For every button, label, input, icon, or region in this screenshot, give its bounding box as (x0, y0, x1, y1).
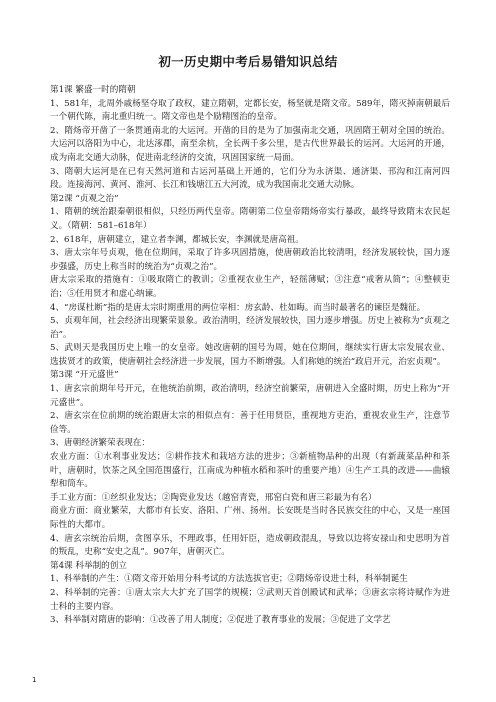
paragraph: 4、“房谋杜断”指的是唐太宗时期重用的两位宰相：房玄龄、杜如晦。而当时最著名的谏臣是魏征。 (50, 302, 426, 313)
paragraph: 5、贞观年间，社会经济出现繁荣景象。政治清明，经济发展较快，国力逐步增强。历史上被称为“贞观之治”。 (50, 316, 450, 340)
paragraph: 1、科举制的产生：①隋文帝开始用分科考试的方法选拔官吏；②隋炀帝设进士科，科举制诞生 (50, 574, 408, 585)
paragraph: 农业方面：①水利事业发达；②耕作技术和栽培方法的进步；③新植物品种的出现（有新蔬菜品种和茶叶，唐朝时，饮茶之风全国范围盛行，江南成为种植水稻和茶叶的重要产地）④生产工具的改进——曲辕犁和筒车。 (50, 452, 450, 490)
document-title: 初一历史期中考后易错知识总结 (158, 54, 338, 69)
paragraph: 5、武则天是我国历史上唯一的女皇帝。她改唐朝的国号为周，她在位期间，继续实行唐太宗发展农业、选拔贤才的政策，使唐朝社会经济进一步发展，国力不断增强。人们称她的统治“政启开元，治宏贞观”。 (50, 343, 450, 367)
paragraph: 3、科举制对隋唐的影响：①改善了用人制度；②促进了教育事业的发展；③促进了文学艺 (50, 615, 391, 626)
section-heading: 第2课 “贞观之治” (50, 193, 119, 204)
section-heading: 第3课 “开元盛世” (50, 370, 119, 381)
paragraph: 1、唐玄宗前期年号开元，在他统治前期，政治清明，经济空前繁荣，唐朝进入全盛时期，历史上称为“开元盛世”。 (50, 384, 450, 408)
paragraph: 手工业方面：①丝织业发达；②陶瓷业发达（越窑青瓷，邢窑白瓷和唐三彩最为有名） (50, 492, 377, 503)
paragraph: 1、581年，北周外戚杨坚夺取了政权，建立隋朝，定都长安，杨坚就是隋文帝。589年，隋灭掉南朝最后一个朝代陈，南北重归统一。隋文帝也是个励精图治的皇帝。 (50, 98, 450, 123)
section-heading: 第1课 繁盛一时的隋朝 (50, 85, 136, 95)
paragraph: 2、隋炀帝开凿了一条贯通南北的大运河。开凿的目的是为了加强南北交通，巩固隋王朝对全国的统治。大运河以洛阳为中心，北达涿郡，南至余杭，全长两千多公里，是古代世界最长的运河。大运河的开通，成为南北交通大动脉，促进南北经济的交流，巩固国家统一局面。 (50, 125, 450, 163)
paragraph: 2、科举制的完善：①唐太宗大大扩充了国学的规模；②武则天首创殿试和武举；③唐玄宗将诗赋作为进士科的主要内容。 (50, 587, 450, 612)
paragraph: 商业方面：商业繁荣，大都市有长安、洛阳、广州、扬州。长安既是当时各民族交往的中心，又是一座国际性的大都市。 (50, 506, 450, 530)
paragraph: 唐太宗采取的措施有：①吸取隋亡的教训；②重视农业生产，轻徭薄赋；③注意“戒奢从简”；④整顿吏治；⑤任用贤才和虚心纳谏。 (50, 275, 450, 299)
paragraph: 2、唐玄宗在位前期的统治跟唐太宗的相似点有：善于任用贤臣，重视地方吏治，重视农业生产，注意节俭等。 (50, 411, 450, 435)
page-number: 1 (32, 676, 37, 684)
paragraph: 3、隋朝大运河是在已有天然河道和古运河基础上开通的，它们分为永济渠、通济渠、邗沟和江南河四段。连接海河、黄河、淮河、长江和钱塘江五大河流，成为我国南北交通大动脉。 (50, 166, 450, 191)
section-heading: 第4课 科举制的创立 (50, 560, 127, 571)
paragraph: 3、唐太宗年号贞观，他在位期间，采取了许多巩固措施，使唐朝政治比较清明，经济发展较快，国力逐步强盛，历史上称当时的统治为“贞观之治”。 (50, 248, 450, 272)
paragraph: 3、唐朝经济繁荣表现在： (50, 438, 150, 449)
paragraph: 4、唐玄宗统治后期，贪图享乐，不理政事，任用奸臣，造成朝政混乱，导致以边将安禄山和史思明为首的叛乱，史称“安史之乱”。907年，唐朝灭亡。 (50, 533, 450, 558)
paragraph: 2、618年，唐朝建立，建立者李渊，都城长安，李渊就是唐高祖。 (50, 234, 304, 245)
paragraph: 1、隋朝的统治跟秦朝很相似，只经历两代皇帝。隋朝第二位皇帝隋炀帝实行暴政，最终导致隋末农民起义。（隋朝：581–618年） (50, 207, 450, 231)
document-body (50, 84, 450, 628)
